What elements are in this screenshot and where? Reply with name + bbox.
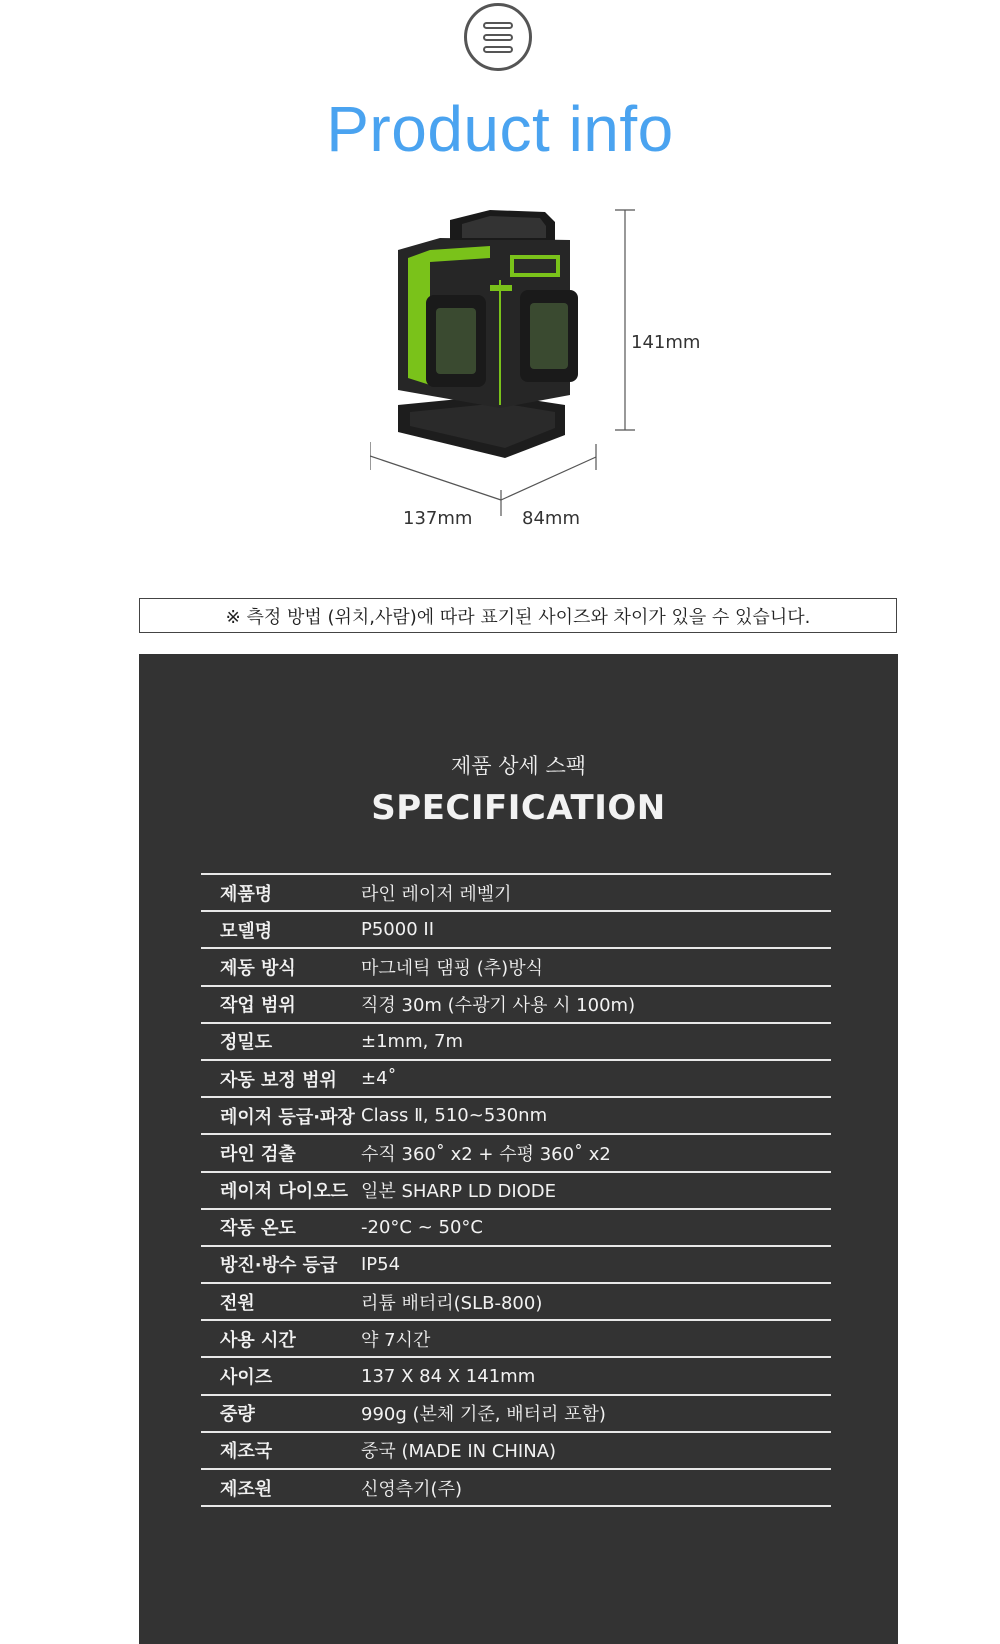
spec-row — [201, 1024, 831, 1061]
spec-value: 마그네틱 댐핑 (추)방식 — [361, 957, 543, 979]
menu-icon-bar — [483, 34, 513, 41]
spec-row — [201, 1061, 831, 1098]
spec-row — [201, 1358, 831, 1395]
spec-value: ±1mm, 7m — [361, 1030, 464, 1052]
menu-icon[interactable] — [464, 3, 532, 71]
spec-value: 신영측기(주) — [361, 1478, 462, 1500]
spec-row — [201, 1470, 831, 1507]
spec-row — [201, 987, 831, 1024]
spec-row — [201, 912, 831, 949]
spec-label: 모델명 — [220, 920, 273, 942]
spec-table — [201, 873, 831, 1507]
depth-label: 84mm — [522, 508, 580, 529]
spec-value: 약 7시간 — [361, 1329, 431, 1351]
spec-row — [201, 875, 831, 912]
spec-subtitle: 제품 상세 스팩 — [450, 754, 587, 778]
spec-label: 제품명 — [220, 883, 273, 905]
spec-label: 라인 검출 — [220, 1143, 296, 1165]
spec-label: 제조원 — [220, 1478, 273, 1500]
height-dimension-line — [615, 210, 635, 430]
spec-label: 작동 온도 — [220, 1218, 296, 1240]
spec-row — [201, 1135, 831, 1172]
spec-row — [201, 1321, 831, 1358]
spec-label: 중량 — [220, 1404, 255, 1426]
spec-label: 레이저 다이오드 — [220, 1181, 348, 1203]
spec-label: 사이즈 — [220, 1367, 273, 1389]
base-dimension-lines — [370, 442, 596, 516]
spec-label: 사용 시간 — [220, 1329, 296, 1351]
spec-value: 라인 레이저 레벨기 — [361, 883, 512, 905]
spec-label: 레이저 등급·파장 — [220, 1106, 355, 1128]
spec-row — [201, 1433, 831, 1470]
spec-panel — [139, 654, 898, 1644]
spec-value: 137 X 84 X 141mm — [361, 1365, 536, 1387]
spec-row — [201, 1210, 831, 1247]
spec-value: 리튬 배터리(SLB-800) — [361, 1292, 543, 1314]
page-title: Product info — [326, 93, 674, 165]
spec-label: 제동 방식 — [220, 957, 296, 979]
spec-value: -20°C ~ 50°C — [361, 1216, 483, 1238]
menu-icon-bar — [483, 46, 513, 53]
spec-label: 전원 — [220, 1292, 255, 1314]
spec-value: 990g (본체 기준, 배터리 포함) — [361, 1404, 606, 1426]
spec-value: 직경 30m (수광기 사용 시 100m) — [361, 995, 636, 1017]
size-notice: ※ 측정 방법 (위치,사람)에 따라 표기된 사이즈와 차이가 있을 수 있습니다. — [139, 598, 897, 633]
product-image — [370, 200, 700, 530]
spec-label: 정밀도 — [220, 1032, 273, 1054]
height-label: 141mm — [631, 332, 701, 353]
spec-value: 일본 SHARP LD DIODE — [361, 1181, 557, 1203]
spec-value: Class Ⅱ, 510~530nm — [361, 1105, 548, 1127]
spec-value: IP54 — [361, 1253, 401, 1275]
spec-value: 중국 (MADE IN CHINA) — [361, 1441, 557, 1463]
spec-row — [201, 1284, 831, 1321]
spec-value: 수직 360˚ x2 + 수평 360˚ x2 — [361, 1143, 611, 1165]
spec-row — [201, 1247, 831, 1284]
spec-label: 방진·방수 등급 — [220, 1255, 338, 1277]
spec-value: ±4˚ — [361, 1068, 397, 1090]
width-label: 137mm — [403, 508, 473, 529]
spec-label: 제조국 — [220, 1441, 273, 1463]
spec-row — [201, 949, 831, 986]
spec-row — [201, 1098, 831, 1135]
spec-label: 작업 범위 — [220, 995, 296, 1017]
menu-icon-bar — [483, 22, 513, 29]
spec-title: SPECIFICATION — [371, 788, 666, 828]
spec-row — [201, 1396, 831, 1433]
spec-value: P5000 II — [361, 919, 435, 941]
spec-label: 자동 보정 범위 — [220, 1069, 337, 1091]
spec-row — [201, 1173, 831, 1210]
